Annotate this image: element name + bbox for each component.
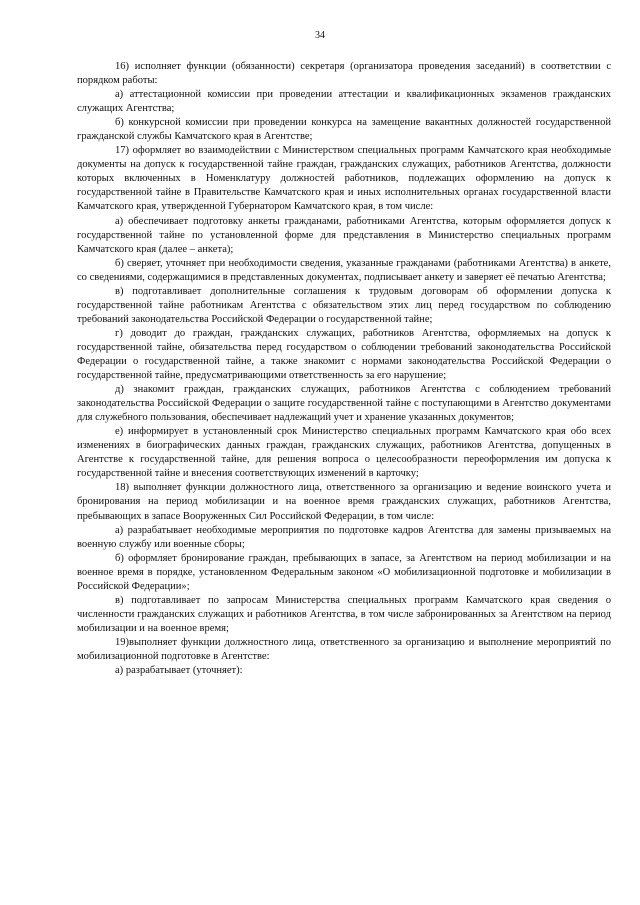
paragraph: а) разрабатывает необходимые мероприятия по подготовке кадров Агентства для замены призываемых на военную службу или военные сборы; xyxy=(77,524,611,550)
paragraph: б) сверяет, уточняет при необходимости сведения, указанные гражданами (работниками Агентства) в анкете, со сведениями, содержащимися в представленных документах, подписывает анкету и заверяет её печатью Агентства; xyxy=(77,257,611,283)
paragraph: 17) оформляет во взаимодействии с Министерством специальных программ Камчатского края необходимые документы на допуск к государственной тайне граждан, гражданских служащих, работников Агентства, должности которых включенных в Номенклатуру должностей работников, подлежащих оформлению на допуск к государственной тайне в Правительстве Камчатского края и иных исполнительных органах государственной власти Камчатского края, утвержденной Губернатором Камчатского края, в том числе: xyxy=(77,145,611,213)
paragraph: а) разрабатывает (уточняет): xyxy=(115,665,243,677)
paragraph: 18) выполняет функции должностного лица, ответственного за организацию и ведение воинского учета и бронирования на период мобилизации и на военное время гражданских служащих, работников Агентства, пребывающих в запасе Вооруженных Сил Российской Федерации, в том числе: xyxy=(77,482,611,522)
paragraph: е) информирует в установленный срок Министерство специальных программ Камчатского края обо всех изменениях в биографических данных граждан, гражданских служащих, работников Агентства, допущенных в Агентстве к государственной тайне, для решения вопроса о целесообразности переоформления им допуска к государственной тайне и внесения соответствующих изменений в карточку; xyxy=(77,426,611,480)
document-body xyxy=(77,60,611,678)
page-number: 34 xyxy=(315,30,325,41)
paragraph: д) знакомит граждан, гражданских служащих, работников Агентства с соблюдением требований законодательства Российской Федерации о защите государственной тайне с поступающими в Агентство документами для служебного пользования, обеспечивает надлежащий учет и хранение указанных документов; xyxy=(77,384,611,424)
paragraph: 19)выполняет функции должностного лица, ответственного за организацию и выполнение мероприятий по мобилизационной подготовке в Агентстве: xyxy=(77,636,611,662)
paragraph: а) обеспечивает подготовку анкеты гражданами, работниками Агентства, которым оформляется допуск к государственной тайне по установленной форме для представления в Министерство специальных программ Камчатского края (далее – анкета); xyxy=(77,215,611,255)
paragraph: в) подготавливает дополнительные соглашения к трудовым договорам об оформлении допуска к государственной тайне работникам Агентства с обязательством этих лиц перед государством по соблюдению требований законодательства Российской Федерации о государственной тайне; xyxy=(77,285,611,325)
paragraph: г) доводит до граждан, гражданских служащих, работников Агентства, оформляемых на допуск к государственной тайне, обязательства перед государством о соблюдении требований законодательства Российской Федерации о государственной тайне, а также знакомит с нормами законодательства Российской Федерации о государственной тайне, предусматривающими ответственность за его нарушение; xyxy=(77,327,611,382)
paragraph: 16) исполняет функции (обязанности) секретаря (организатора проведения заседаний) в соответствии с порядком работы: xyxy=(77,61,611,87)
paragraph: а) аттестационной комиссии при проведении аттестации и квалификационных экзаменов гражданских служащих Агентства; xyxy=(77,89,611,115)
paragraph: б) конкурсной комиссии при проведении конкурса на замещение вакантных должностей государственной гражданской службы Камчатского края в Агентстве; xyxy=(77,117,611,143)
paragraph: б) оформляет бронирование граждан, пребывающих в запасе, за Агентством на период мобилизации и на военное время в порядке, установленном Федеральным законом «О мобилизационной подготовке и мобилизации в Российской Федерации»; xyxy=(77,552,611,592)
paragraph: в) подготавливает по запросам Министерства специальных программ Камчатского края сведения о численности гражданских служащих и работников Агентства, в том числе забронированных за Агентством на период мобилизации и на военное время; xyxy=(77,594,611,634)
